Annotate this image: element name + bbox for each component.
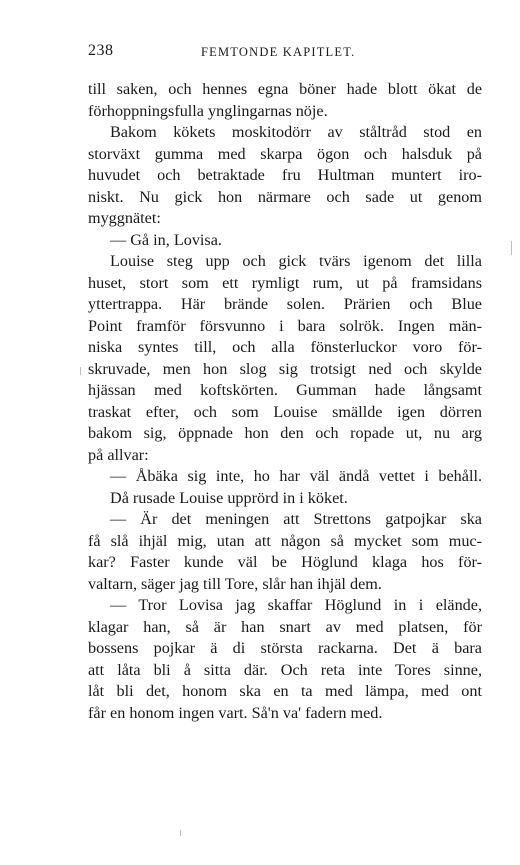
- text-line: låt bli det, honom ska en ta med lämpa, med ont: [88, 682, 482, 700]
- text-line: yttertrappa. Här brände solen. Prärien och Blue: [88, 295, 482, 313]
- text-line: att låta bli å sitta där. Och reta inte Tores sinne,: [88, 660, 482, 679]
- page-speck: [511, 241, 512, 255]
- text-line: storväxt gumma med skarpa ögon och halsduk på: [88, 144, 482, 163]
- text-line: niskt. Nu gick hon närmare och sade ut genom: [88, 187, 482, 206]
- text-line: — Är det meningen att Strettons gatpojkar ska: [110, 510, 482, 528]
- text-line: skruvade, men hon slog sig trotsigt ned och skylde: [88, 359, 482, 378]
- text-line: bakom sig, öppnade hon den och ropade ut, nu arg: [88, 424, 482, 442]
- text-line: myggnätet:: [88, 209, 161, 227]
- text-line: niska syntes till, och alla fönsterluckor voro för-: [88, 338, 482, 356]
- text-line: — Tror Lovisa jag skaffar Höglund in i elände,: [110, 596, 482, 614]
- text-line: huset, stort som ett rymligt rum, ut på framsidans: [88, 273, 482, 292]
- text-line: Bakom kökets moskitodörr av ståltråd stod en: [110, 123, 482, 141]
- text-line: Då rusade Louise upprörd in i köket.: [110, 488, 348, 507]
- text-line: bossens pojkar ä di största rackarna. Det ä bara: [88, 639, 482, 657]
- text-line: på allvar:: [88, 445, 149, 464]
- text-line: — Gå in, Lovisa.: [110, 230, 222, 249]
- body-text: [88, 79, 482, 724]
- text-line: traskat efter, och som Louise smällde igen dörren: [88, 402, 482, 421]
- page-number: 238: [88, 42, 114, 59]
- text-line: få slå ihjäl mig, utan att någon så mycket som muc-: [88, 531, 482, 550]
- text-line: förhoppningsfulla ynglingarnas nöje.: [88, 101, 328, 120]
- text-line: valtarn, säger jag till Tore, slår han ihjäl dem.: [88, 574, 382, 593]
- text-line: klagar han, så är han snart av med platsen, för: [88, 617, 482, 636]
- running-head: FEMTONDE KAPITLET.: [201, 45, 356, 59]
- text-line: Louise steg upp och gick tvärs igenom det lilla: [110, 252, 482, 270]
- text-line: — Åbäka sig inte, ho har väl ändå vettet i behåll.: [110, 467, 482, 485]
- page-speck: [80, 367, 81, 375]
- page-speck: [180, 830, 181, 836]
- page-header: [88, 42, 482, 62]
- text-line: hjässan med koftskörten. Gumman hade långsamt: [88, 381, 482, 399]
- text-line: till saken, och hennes egna böner hade blott ökat de: [88, 80, 482, 98]
- text-line: kar? Faster kunde väl be Höglund klaga hos för-: [88, 553, 482, 571]
- text-line: huvudet och betraktade fru Hultman muntert iro-: [88, 166, 482, 184]
- text-line: får en honom ingen vart. Så'n va' fadern med.: [88, 703, 383, 722]
- text-line: Point framför försvunno i bara solrök. Ingen män-: [88, 316, 482, 335]
